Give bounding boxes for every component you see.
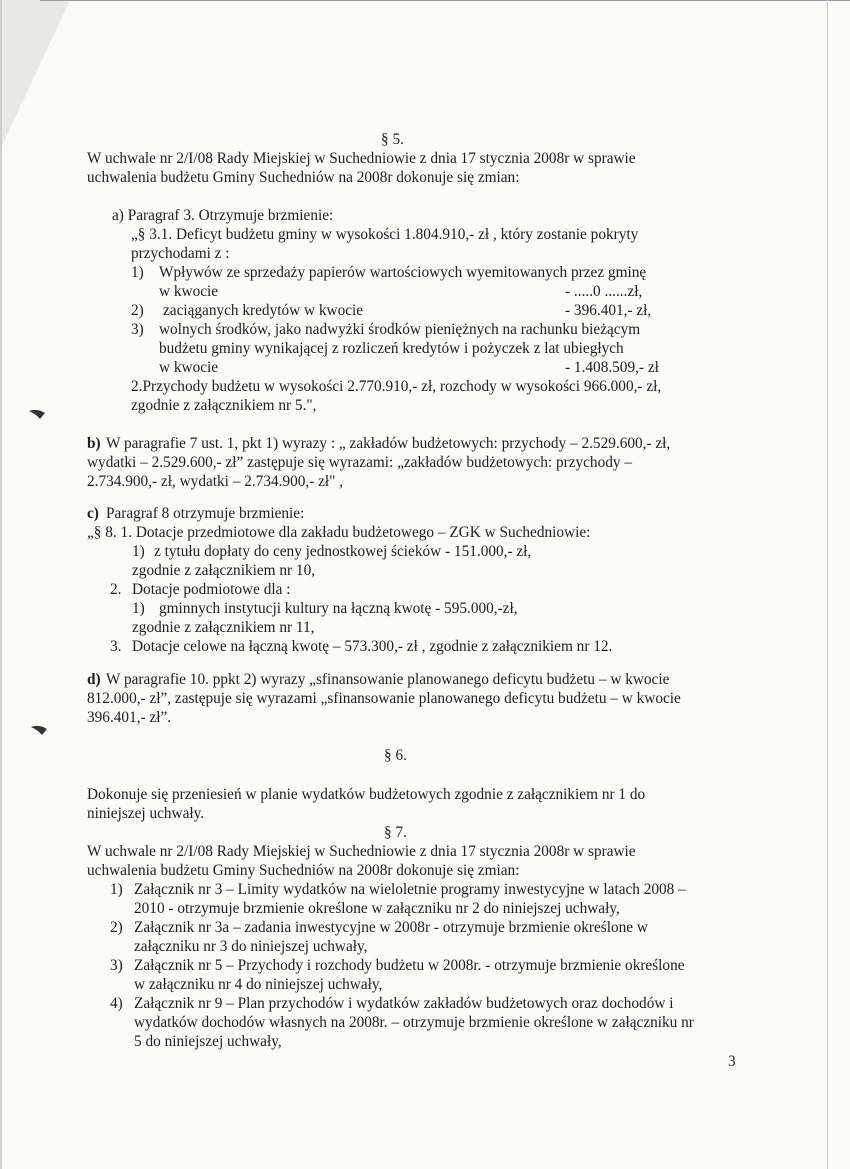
paragraph-line: „§ 8. 1. Dotacje przedmiotowe dla zakładu budżetowego – ZGK w Suchedniowie: <box>87 524 591 541</box>
paragraph-line: Wpływów ze sprzedaży papierów wartościowych wyemitowanych przez gminę <box>159 264 647 281</box>
paragraph-line: Dotacje podmiotowe dla : <box>132 581 291 598</box>
list-number: 3. <box>110 638 122 655</box>
page-number: 3 <box>728 1053 736 1070</box>
paragraph-line: uchwalenia budżetu Gminy Suchedniów na 2008r dokonuje się zmian: <box>87 862 520 879</box>
list-label-b: b) <box>87 435 101 452</box>
list-item: Załącznik nr 5 – Przychody i rozchody budżetu w 2008r. - otrzymuje brzmienie określone <box>134 957 685 974</box>
list-number: 1) <box>110 881 123 898</box>
paragraph-line: W paragrafie 10. ppkt 2) wyrazy „sfinansowanie planowanego deficytu budżetu – w kwocie <box>106 671 670 688</box>
list-item: Załącznik nr 9 – Plan przychodów i wydatków zakładów budżetowych oraz dochodów i <box>134 995 674 1012</box>
punch-hole-mark <box>28 408 46 420</box>
list-label-c: c) <box>87 505 99 522</box>
list-number: 3) <box>131 321 144 338</box>
section-heading: § 5. <box>381 131 404 148</box>
paragraph-line: W uchwale nr 2/I/08 Rady Miejskiej w Suchedniowie z dnia 17 stycznia 2008r w sprawie <box>87 843 636 860</box>
list-number: 2) <box>110 919 123 936</box>
list-label-d: d) <box>87 671 101 688</box>
scan-edge-right <box>827 0 828 1169</box>
paragraph-line: 812.000,- zł”, zastępuje się wyrazami „sfinansowanie planowanego deficytu budżetu – w kwocie <box>87 690 681 707</box>
list-item: Załącznik nr 3a – zadania inwestycyjne w 2008r - otrzymuje brzmienie określone w <box>134 919 648 936</box>
paragraph-line: Dotacje celowe na łączną kwotę – 573.300,- zł , zgodnie z załącznikiem nr 12. <box>132 638 613 655</box>
paragraph-line: W uchwale nr 2/I/08 Rady Miejskiej w Suchedniowie z dnia 17 stycznia 2008r w sprawie <box>87 150 636 167</box>
list-item: 2010 - otrzymuje brzmienie określone w załączniku nr 2 do niniejszej uchwały, <box>134 900 620 917</box>
list-number: 2. <box>110 581 122 598</box>
amount: - 1.408.509,- zł <box>565 359 659 376</box>
paragraph-line: W paragrafie 7 ust. 1, pkt 1) wyrazy : „ zakładów budżetowych: przychody – 2.529.600,- zł, <box>106 435 671 452</box>
folded-corner <box>0 0 70 150</box>
paragraph-line: 396.401,- zł”. <box>87 709 172 726</box>
list-number: 4) <box>110 995 123 1012</box>
paragraph-line: w kwocie <box>159 359 219 376</box>
paragraph-line: uchwalenia budżetu Gminy Suchedniów na 2008r dokonuje się zmian: <box>87 169 520 186</box>
list-number: 1) <box>132 600 145 617</box>
list-item: Załącznik nr 3 – Limity wydatków na wieloletnie programy inwestycyjne w latach 2008 – <box>134 881 686 898</box>
list-number: 3) <box>110 957 123 974</box>
paragraph-line: gminnych instytucji kultury na łączną kwotę - 595.000,-zł, <box>159 600 518 617</box>
paragraph-line: Paragraf 8 otrzymuje brzmienie: <box>106 505 305 522</box>
paragraph-line: zgodnie z załącznikiem nr 10, <box>132 562 316 579</box>
list-item: wydatków dochodów własnych na 2008r. – otrzymuje brzmienie określone w załączniku nr <box>134 1014 694 1031</box>
list-item-a-lead: a) Paragraf 3. Otrzymuje brzmienie: <box>112 207 334 224</box>
paragraph-line: 2.734.900,- zł, wydatki – 2.734.900,- zł" , <box>87 473 344 490</box>
list-item: w załączniku nr 4 do niniejszej uchwały, <box>134 976 383 993</box>
paragraph-line: zaciąganych kredytów w kwocie <box>163 302 364 319</box>
scan-edge-top <box>40 0 850 1</box>
section-heading: § 7. <box>384 824 407 841</box>
paragraph-line: Dokonuje się przeniesień w planie wydatków budżetowych zgodnie z załącznikiem nr 1 do <box>87 786 646 803</box>
list-item: załączniku nr 3 do niniejszej uchwały, <box>134 938 368 955</box>
section-heading: § 6. <box>384 747 407 764</box>
paragraph-line: w kwocie <box>159 283 219 300</box>
paragraph-line: niniejszej uchwały. <box>87 805 205 822</box>
paragraph-line: przychodami z : <box>131 245 230 262</box>
amount: - .....0 ......zł, <box>565 283 643 300</box>
paragraph-line: z tytułu dopłaty do ceny jednostkowej ścieków - 151.000,- zł, <box>154 543 532 560</box>
paragraph-line: zgodnie z załącznikiem nr 5.", <box>131 397 317 414</box>
paragraph-line: budżetu gminy wynikającej z rozliczeń kredytów i pożyczek z lat ubiegłych <box>159 340 624 357</box>
paragraph-line: zgodnie z załącznikiem nr 11, <box>132 619 315 636</box>
paragraph-line: wolnych środków, jako nadwyżki środków pieniężnych na rachunku bieżącym <box>159 321 641 338</box>
amount: - 396.401,- zł, <box>565 302 652 319</box>
punch-hole-mark <box>30 724 48 736</box>
scan-edge-left <box>0 0 2 1169</box>
list-item: 5 do niniejszej uchwały, <box>134 1033 282 1050</box>
list-number: 2) <box>131 302 144 319</box>
paragraph-line: 2.Przychody budżetu w wysokości 2.770.910,- zł, rozchody w wysokości 966.000,- zł, <box>131 378 662 395</box>
paragraph-line: „§ 3.1. Deficyt budżetu gminy w wysokości 1.804.910,- zł , który zostanie pokryty <box>131 226 639 243</box>
list-number: 1) <box>131 264 144 281</box>
list-number: 1) <box>132 543 145 560</box>
paragraph-line: wydatki – 2.529.600,- zł” zastępuje się wyrazami: „zakładów budżetowych: przychody – <box>87 454 632 471</box>
